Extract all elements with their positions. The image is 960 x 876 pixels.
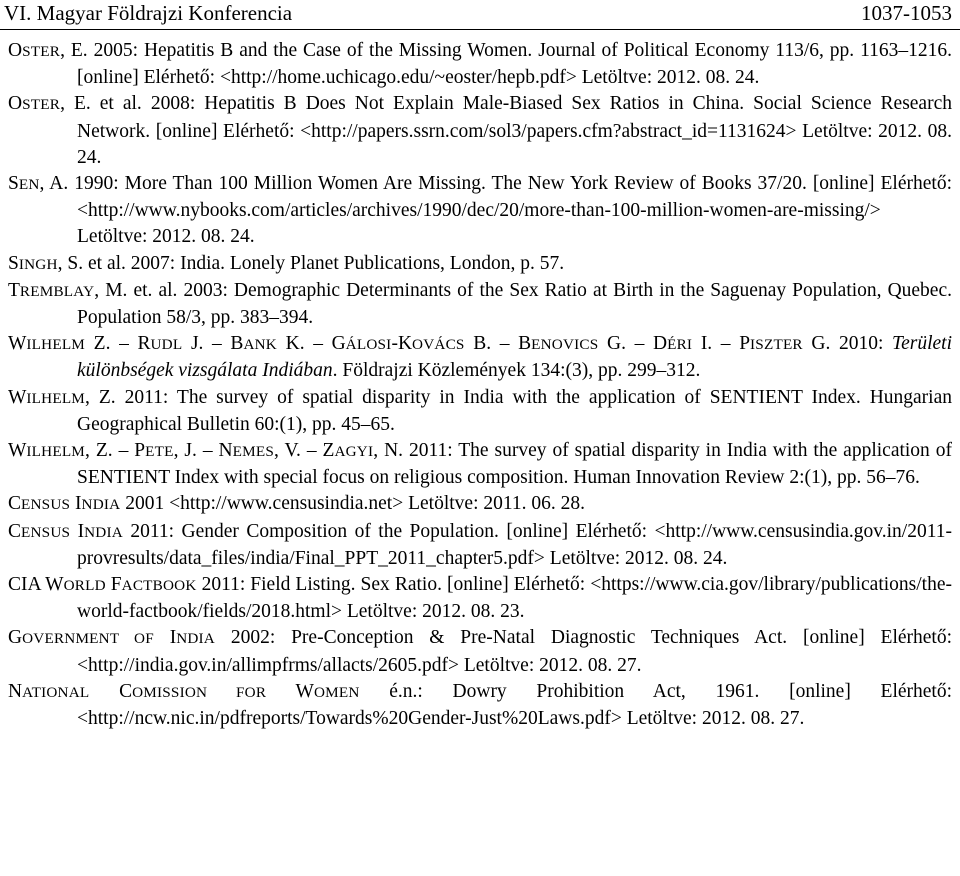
reference-text: 2011: The survey of spatial disparity in India with the application of SENTIENT Index with special focus on religious composition. Human Innovation Review 2:(1), pp. 56–76. bbox=[77, 440, 952, 489]
reference-author: OSTER bbox=[8, 93, 61, 115]
reference-author: GOVERNMENT OF INDIA bbox=[8, 627, 215, 649]
reference-item-wilhelm-2011b bbox=[8, 438, 952, 491]
reference-author: SINGH bbox=[8, 252, 58, 274]
reference-text: é.n.: Dowry Prohibition Act, 1961. [online] Elérhető: <http://ncw.nic.in/pdfreports/Towards%20Gender-Just%20Laws.pdf> Letöltve: 2012. 08. 27. bbox=[77, 680, 952, 730]
reference-item-census-india-2011 bbox=[8, 519, 952, 572]
reference-item-cia-world-factbook bbox=[8, 572, 952, 625]
reference-text: , S. et al. 2007: India. Lonely Planet Publications, London, p. 57. bbox=[57, 252, 565, 274]
reference-author: SEN bbox=[8, 173, 40, 195]
reference-authors: WILHELM Z. – RUDL J. – BANK K. – GÁLOSI-KOVÁCS B. – BENOVICS G. – DÉRI I. – PISZTER G. 2010: bbox=[8, 333, 893, 355]
reference-item-tremblay-2003 bbox=[8, 278, 952, 331]
reference-text: , E. 2005: Hepatitis B and the Case of the Missing Women. Journal of Political Economy 113/6, pp. 1163–1216. [online] Elérhető: <http://home.uchicago.edu/~eoster/hepb.pdf> Letöltve: 2012. 08. 24. bbox=[60, 40, 952, 89]
reference-title: Területi különbségek vizsgálata Indiában bbox=[77, 333, 952, 382]
reference-author: WILHELM bbox=[8, 386, 86, 408]
reference-text: 2002: Pre-Conception & Pre-Natal Diagnostic Techniques Act. [online] Elérhető: <http://india.gov.in/allimpfrms/allacts/2605.pdf> Letöltve: 2012. 08. 27. bbox=[77, 627, 952, 676]
reference-authors: WILHELM, Z. – PETE, J. – NEMES, V. – ZAGYI, N. bbox=[8, 440, 404, 462]
reference-list bbox=[8, 38, 952, 732]
reference-item-census-india-2001 bbox=[8, 491, 952, 518]
reference-author: OSTER bbox=[8, 40, 61, 61]
reference-item-oster-2008 bbox=[8, 91, 952, 171]
reference-author: TREMBLAY bbox=[8, 279, 95, 301]
reference-text: , Z. 2011: The survey of spatial disparity in India with the application of SENTIENT Index. Hungarian Geographical Bulletin 60:(1), pp. 45–65. bbox=[77, 386, 952, 435]
reference-text: . Földrajzi Közlemények 134:(3), pp. 299–312. bbox=[332, 360, 701, 382]
reference-text: , M. et. al. 2003: Demographic Determinants of the Sex Ratio at Birth in the Saguenay Population, Quebec. Population 58/3, pp. 383–394. bbox=[77, 279, 952, 329]
reference-text: , E. et al. 2008: Hepatitis B Does Not Explain Male-Biased Sex Ratios in China. Social Science Research Network. [online] Elérhető: <http://papers.ssrn.com/sol3/papers.cfm?abstract_id=1131624> Letöltve: 2012. 08. 24. bbox=[60, 93, 952, 168]
reference-item-sen-1990 bbox=[8, 171, 952, 251]
reference-author: CIA WORLD FACTBOOK bbox=[8, 574, 197, 596]
reference-author: NATIONAL COMISSION FOR WOMEN bbox=[8, 680, 360, 702]
reference-item-government-of-india bbox=[8, 625, 952, 678]
reference-item-wilhelm-2011a bbox=[8, 385, 952, 438]
reference-item-singh-2007 bbox=[8, 251, 952, 278]
reference-item-wilhelm-2010 bbox=[8, 331, 952, 384]
reference-text: 2011: Gender Composition of the Population. [online] Elérhető: <http://www.censusindia.gov.in/2011-provresults/data_files/india/Final_PPT_2011_chapter5.pdf> Letöltve: 2012. 08. 24. bbox=[77, 520, 952, 569]
reference-item-oster-2005 bbox=[8, 38, 952, 91]
conference-title: VI. Magyar Földrajzi Konferencia bbox=[4, 1, 293, 25]
page-header bbox=[0, 0, 960, 30]
reference-item-national-comission bbox=[8, 679, 952, 732]
reference-author: CENSUS INDIA bbox=[8, 493, 121, 515]
reference-text: 2011: Field Listing. Sex Ratio. [online] Elérhető: <https://www.cia.gov/library/publications/the-world-factbook/fields/2018.html> Letöltve: 2012. 08. 23. bbox=[77, 574, 952, 623]
reference-author: CENSUS INDIA bbox=[8, 520, 123, 542]
page-range: 1037-1053 bbox=[861, 1, 952, 25]
reference-text: 2001 <http://www.censusindia.net> Letöltve: 2011. 06. 28. bbox=[120, 493, 586, 515]
reference-text: , A. 1990: More Than 100 Million Women Are Missing. The New York Review of Books 37/20. [online] Elérhető: <http://www.nybooks.com/articles/archives/1990/dec/20/more-than-100-million-women-are-missing/> Letöltve: 2012. 08. 24. bbox=[39, 173, 952, 248]
